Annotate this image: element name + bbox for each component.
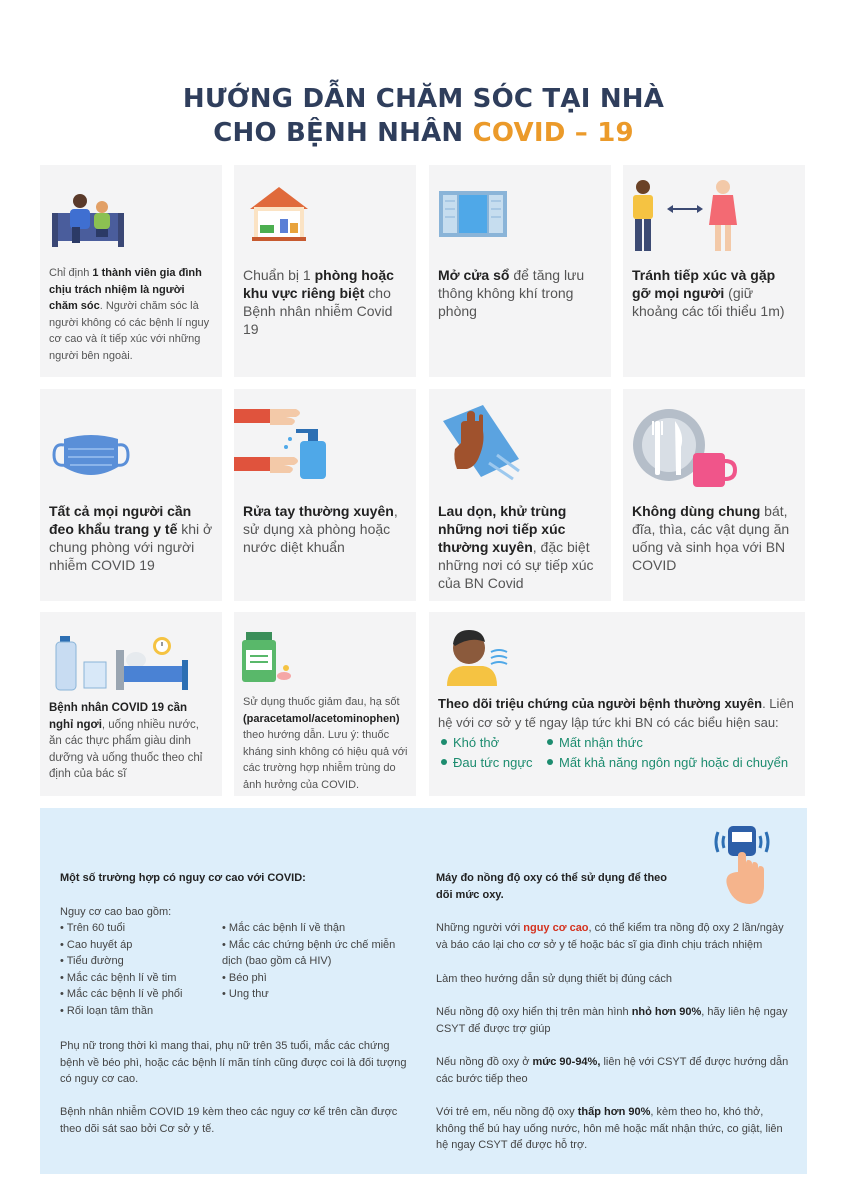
card-monitor-symptoms: [429, 612, 805, 796]
risk-item: • Ung thư: [222, 988, 269, 1000]
text-bold: Tránh tiếp xúc và gặp gỡ mọi người: [632, 267, 776, 301]
info-panel: [40, 808, 807, 1174]
breathing-icon: [441, 624, 511, 686]
title-line-1: HƯỚNG DẪN CHĂM SÓC TẠI NHÀ: [182, 84, 665, 114]
text-bold: Theo dõi triệu chứng của người bệnh thường xuyên: [438, 696, 763, 711]
risk-item-label: Ung thư: [228, 988, 269, 1000]
symptom-item: [547, 753, 788, 773]
text-bold: 1 thành viên gia đình chịu trách nhiệm là người chăm sóc: [49, 267, 202, 312]
card-open-window-text: [438, 266, 603, 320]
text-part: . Người chăm sóc là người không có các bệnh lí nguy cơ cao và ít tiếp xúc với những người bên ngoài.: [49, 300, 210, 362]
risk-item: • Mắc các bệnh lí về phổi: [60, 988, 183, 1000]
text-part: Chỉ định: [49, 267, 93, 279]
oxy-paragraph-4: [436, 1054, 796, 1087]
card-mask-text: [49, 502, 214, 574]
text-part: liên hệ với CSYT để được hướng dẫn các bước tiếp theo: [436, 1056, 789, 1085]
card-rest: [40, 612, 222, 796]
page-title: [0, 82, 847, 150]
text-bold: Mở cửa sổ: [438, 267, 510, 283]
card-caregiver: [40, 165, 222, 377]
house-icon: [248, 185, 310, 243]
risk-left-list: [60, 920, 220, 1019]
card-separate-room: [234, 165, 416, 377]
card-no-sharing: [623, 389, 805, 601]
risk-item-label: Mắc các bệnh lí về phổi: [66, 988, 183, 1000]
risk-item: • Mắc các chứng bệnh ức chế miễn dịch (bao gồm cả HIV): [222, 938, 396, 967]
text-part: Chuẩn bị 1: [243, 267, 315, 283]
text-bold: nhỏ hơn 90%: [631, 1006, 702, 1018]
risk-intro: Nguy cơ cao bao gồm:: [60, 906, 172, 918]
text-part: để tăng lưu thông không khí trong phòng: [438, 267, 585, 319]
symptom-label: Mất nhận thức: [559, 735, 643, 750]
family-icon: [50, 191, 130, 249]
risk-heading: Một số trường hợp có nguy cơ cao với COVID:: [60, 872, 306, 884]
text-part: . Liên hệ với cơ sở y tế ngay lập tức khi BN có các biểu hiện sau:: [438, 696, 794, 730]
card-handwash-text: [243, 502, 408, 556]
text-highlight: nguy cơ cao: [523, 922, 589, 934]
text-part: cho Bệnh nhân nhiễm Covid 19: [243, 285, 393, 337]
risk-item-label: Tiểu đường: [66, 955, 124, 967]
risk-paragraph-2: Bệnh nhân nhiễm COVID 19 kèm theo các nguy cơ kể trên cần được theo dõi sát sao bởi Cơ sở y tế.: [60, 1106, 398, 1135]
risk-right-list: [222, 920, 402, 1003]
text-bold: Bệnh nhân COVID 19 cần nghỉ ngơi: [49, 702, 188, 731]
symptom-label: Mất khả năng ngôn ngữ hoặc di chuyển: [559, 755, 789, 770]
title-line-2: [0, 116, 847, 150]
risk-item: • Mắc các bệnh lí về tim: [60, 971, 177, 984]
risk-item: • Rối loạn tâm thần: [60, 1004, 154, 1017]
oximeter-icon: [712, 822, 772, 906]
symptom-item: [547, 733, 643, 753]
text-part: Với trẻ em, nếu nồng độ oxy: [436, 1106, 578, 1118]
text-bold: phòng hoặc khu vực riêng biệt: [243, 267, 394, 301]
card-separate-room-text: [243, 266, 408, 338]
text-bold: mức 90-94%,: [532, 1056, 601, 1068]
card-avoid-contact-text: [632, 266, 797, 320]
risk-item-label: Béo phì: [228, 971, 267, 984]
text-part: , uống nhiều nước, ăn các thực phẩm giàu dinh dưỡng và uống thuốc theo chỉ định của bác sĩ: [49, 718, 203, 780]
text-part: , kèm theo ho, khó thở, không thể bú hay uống nước, hôn mê hoặc mất nhận thức, co giật, liên hệ ngay CSYT để được hỗ trợ.: [436, 1106, 783, 1151]
risk-item: • Trên 60 tuổi: [60, 922, 126, 934]
risk-paragraph-1: Phụ nữ trong thời kì mang thai, phụ nữ trên 35 tuổi, mắc các chứng bệnh về béo phì, hoặc các bệnh lí mãn tính cũng được coi là đối tượng có nguy cơ cao.: [60, 1040, 407, 1085]
card-medicine: [234, 612, 416, 796]
card-cleaning: [429, 389, 611, 601]
symptom-item: [441, 753, 533, 773]
oxy-paragraph-2: Làm theo hướng dẫn sử dụng thiết bị đúng cách: [436, 973, 672, 985]
risk-item: • Béo phì: [222, 971, 267, 984]
card-mask: [40, 389, 222, 601]
text-part: , sử dụng xà phòng hoặc nước diệt khuẩn: [243, 503, 398, 555]
text-bold: (paracetamol/acetominophen): [243, 712, 400, 725]
text-part: Sử dụng thuốc giảm đau, hạ sốt: [243, 696, 400, 708]
oxy-paragraph-5: [436, 1104, 796, 1154]
risk-item: • Cao huyết áp: [60, 938, 133, 951]
risk-item-label: Mắc các bệnh lí về tim: [66, 971, 177, 984]
oxy-heading: Máy đo nồng độ oxy có thể sử dụng để theo dõi mức oxy.: [436, 872, 668, 901]
cleaning-icon: [439, 403, 523, 487]
risk-item: • Mắc các bệnh lí về thận: [222, 922, 346, 934]
risk-item-label: Cao huyết áp: [66, 938, 133, 951]
rest-icon: [54, 636, 194, 692]
card-caregiver-text: [49, 265, 214, 364]
risk-item: • Tiểu đường: [60, 955, 124, 967]
mask-icon: [50, 433, 132, 479]
card-no-sharing-text: [632, 502, 797, 574]
text-part: , hãy liên hệ ngay CSYT để được trợ giúp: [436, 1006, 788, 1035]
risk-item-label: Mắc các bệnh lí về thận: [228, 922, 346, 934]
bullet-dot: [547, 759, 553, 765]
card-medicine-text: [243, 694, 408, 793]
medicine-icon: [242, 632, 292, 684]
text-bold: Rửa tay thường xuyên: [243, 503, 394, 519]
text-part: bát, đĩa, thìa, các vật dụng ăn uống và sinh họa với BN COVID: [632, 503, 790, 573]
symptom-item: [441, 733, 499, 753]
dishes-icon: [631, 407, 739, 489]
oxy-paragraph-1: [436, 920, 796, 953]
text-part: khi ở chung phòng với người nhiễm COVID 19: [49, 521, 213, 573]
text-part: Nếu nồng độ oxy hiển thị trên màn hình: [436, 1006, 632, 1018]
title-accent: COVID – 19: [472, 118, 634, 148]
symptom-label: Đau tức ngực: [453, 755, 533, 770]
text-part: , có thể kiểm tra nồng độ oxy 2 lần/ngày và báo cáo lại cho cơ sở y tế hoặc bác sĩ gia đình chịu trách nhiệm: [436, 922, 784, 951]
card-open-window: [429, 165, 611, 377]
bullet-dot: [441, 739, 447, 745]
handwash-icon: [234, 405, 334, 485]
text-part: Những người với: [436, 922, 524, 934]
card-cleaning-text: [438, 502, 603, 592]
bullet-dot: [547, 739, 553, 745]
text-part: , đặc biệt những nơi có sự tiếp xúc của BN Covid: [438, 539, 594, 591]
text-part: Nếu nồng đồ oxy ở: [436, 1056, 533, 1068]
card-handwash: [234, 389, 416, 601]
risk-item-label: Rối loạn tâm thần: [66, 1004, 154, 1017]
text-bold: Lau dọn, khử trùng những nơi tiếp xúc thường xuyên: [438, 503, 567, 555]
bullet-dot: [441, 759, 447, 765]
text-part: (giữ khoảng các tối thiểu 1m): [632, 285, 785, 319]
symptom-label: Khó thở: [453, 735, 500, 750]
card-monitor-symptoms-text: [438, 694, 797, 732]
text-bold: thấp hơn 90%: [577, 1106, 651, 1118]
oxy-paragraph-3: [436, 1004, 796, 1037]
distance-icon: [629, 177, 741, 253]
window-icon: [439, 191, 507, 237]
card-avoid-contact: [623, 165, 805, 377]
title-line-2-prefix: CHO BỆNH NHÂN: [213, 118, 473, 148]
text-part: theo hướng dẫn. Lưu ý: thuốc kháng sinh không có hiệu quả với các trường hợp nhiễm trùng do ảnh hưởng của COVID.: [243, 729, 408, 791]
text-bold: Tất cả mọi người cần đeo khẩu trang y tế: [49, 503, 192, 537]
risk-item-label: Trên 60 tuổi: [66, 922, 126, 934]
text-bold: Không dùng chung: [632, 503, 761, 519]
risk-item-label: Mắc các chứng bệnh ức chế miễn dịch (bao gồm cả HIV): [222, 938, 396, 967]
card-rest-text: [49, 700, 214, 783]
